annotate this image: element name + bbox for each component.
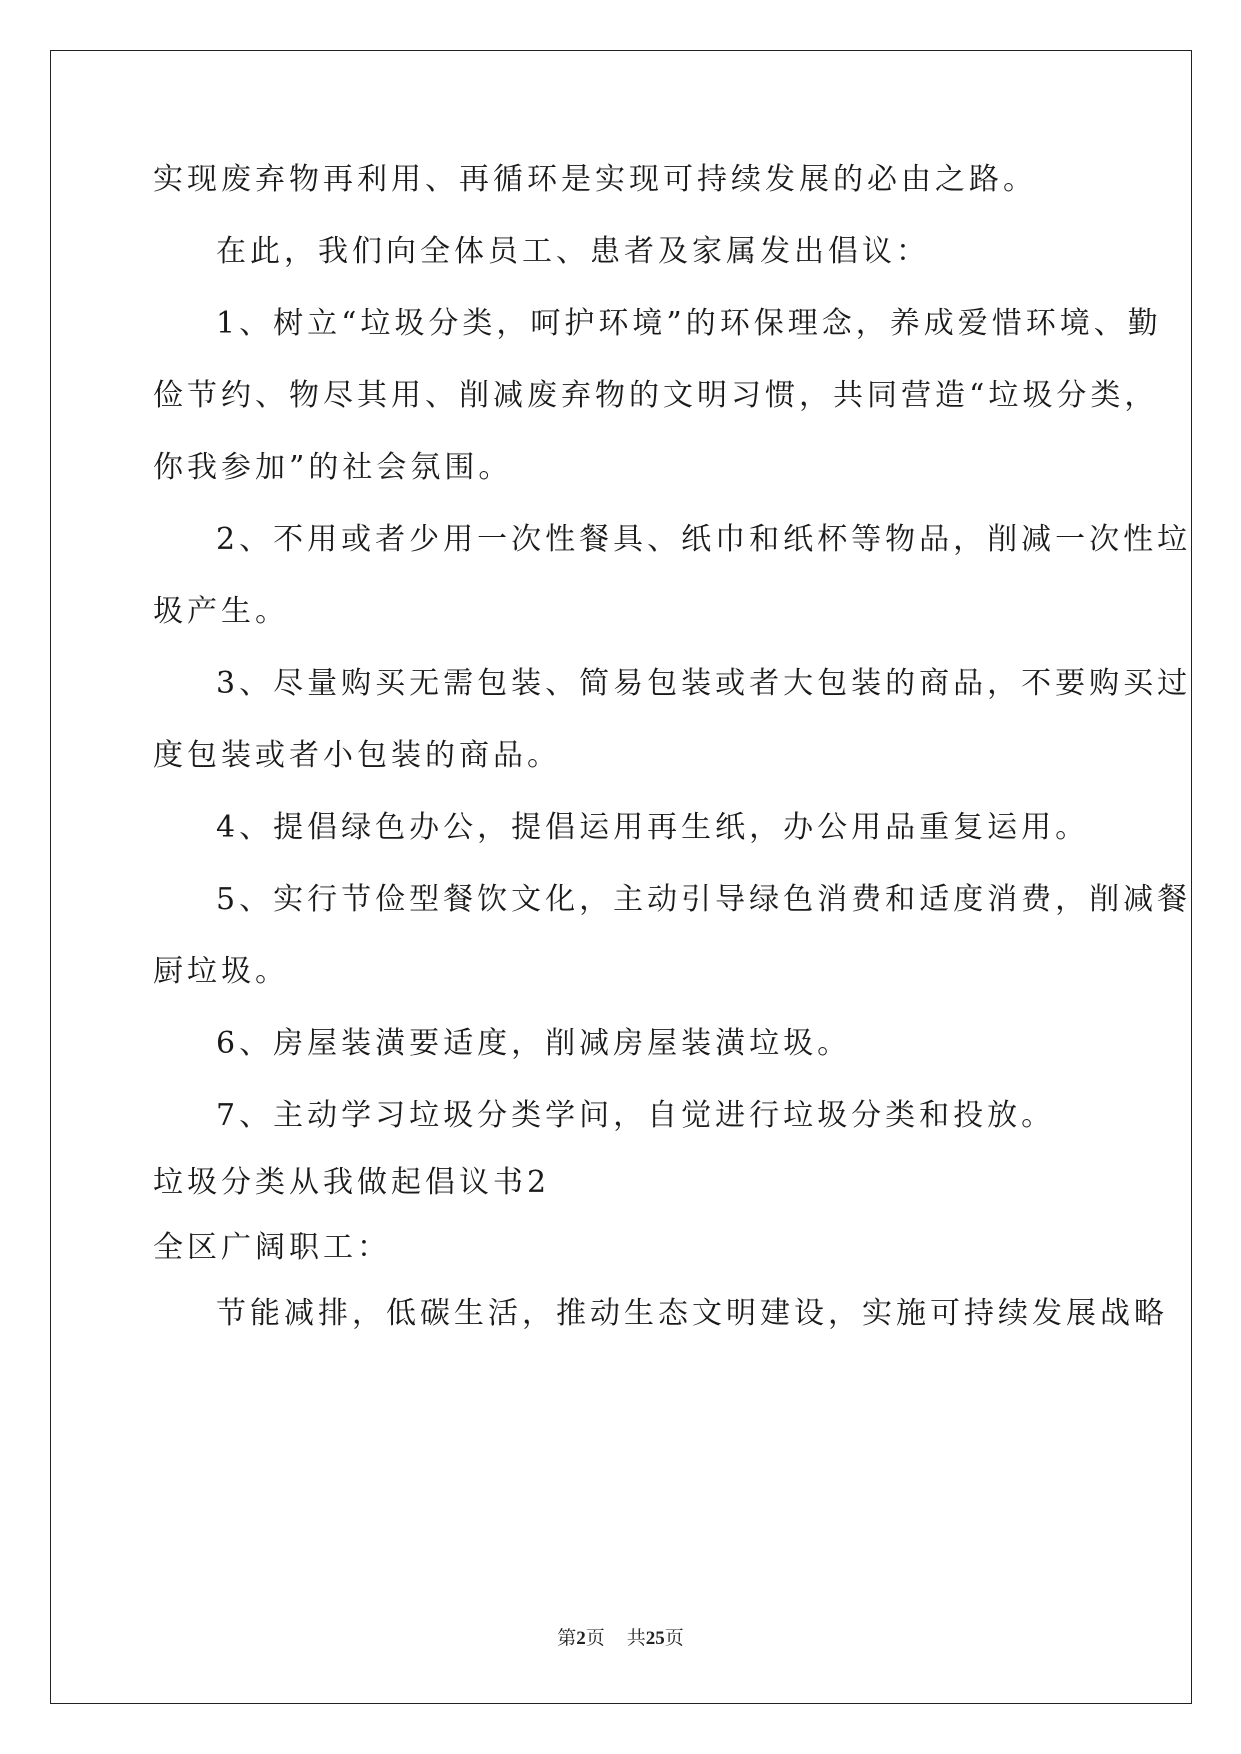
page-footer [0, 1627, 1241, 1651]
paragraph-line: 在此，我们向全体员工、患者及家属发出倡议： [216, 234, 930, 269]
paragraph-line: 度包装或者小包装的商品。 [153, 738, 561, 773]
paragraph-line: 厨垃圾。 [153, 954, 289, 989]
paragraph-line: 1、树立“垃圾分类，呵护环境”的环保理念，养成爱惜环境、勤 [216, 306, 1162, 341]
paragraph-line: 4、提倡绿色办公，提倡运用再生纸，办公用品重复运用。 [216, 810, 1090, 845]
total-prefix: 共 [626, 1628, 646, 1649]
section-heading: 垃圾分类从我做起倡议书2 [153, 1165, 551, 1200]
page-suffix: 页 [585, 1628, 605, 1649]
total-pages: 25 [645, 1628, 665, 1649]
page-prefix: 第 [557, 1628, 577, 1649]
paragraph-line: 5、实行节俭型餐饮文化，主动引导绿色消费和适度消费，削减餐 [216, 882, 1192, 917]
paragraph-line: 节能减排，低碳生活，推动生态文明建设，实施可持续发展战略 [216, 1296, 1168, 1331]
total-suffix: 页 [664, 1628, 684, 1649]
paragraph-line: 6、房屋装潢要适度，削减房屋装潢垃圾。 [216, 1026, 852, 1061]
paragraph-line: 实现废弃物再利用、再循环是实现可持续发展的必由之路。 [153, 162, 1037, 197]
paragraph-line: 圾产生。 [153, 594, 289, 629]
salutation: 全区广阔职工： [153, 1230, 391, 1265]
paragraph-line: 2、不用或者少用一次性餐具、纸巾和纸杯等物品，削减一次性垃 [216, 522, 1192, 557]
paragraph-line: 俭节约、物尽其用、削减废弃物的文明习惯，共同营造“垃圾分类， [153, 378, 1159, 413]
page-number: 2 [576, 1628, 586, 1649]
page-border [50, 50, 1192, 1704]
paragraph-line: 7、主动学习垃圾分类学问，自觉进行垃圾分类和投放。 [216, 1098, 1056, 1133]
paragraph-line: 3、尽量购买无需包装、简易包装或者大包装的商品，不要购买过 [216, 666, 1192, 701]
paragraph-line: 你我参加”的社会氛围。 [153, 450, 513, 485]
